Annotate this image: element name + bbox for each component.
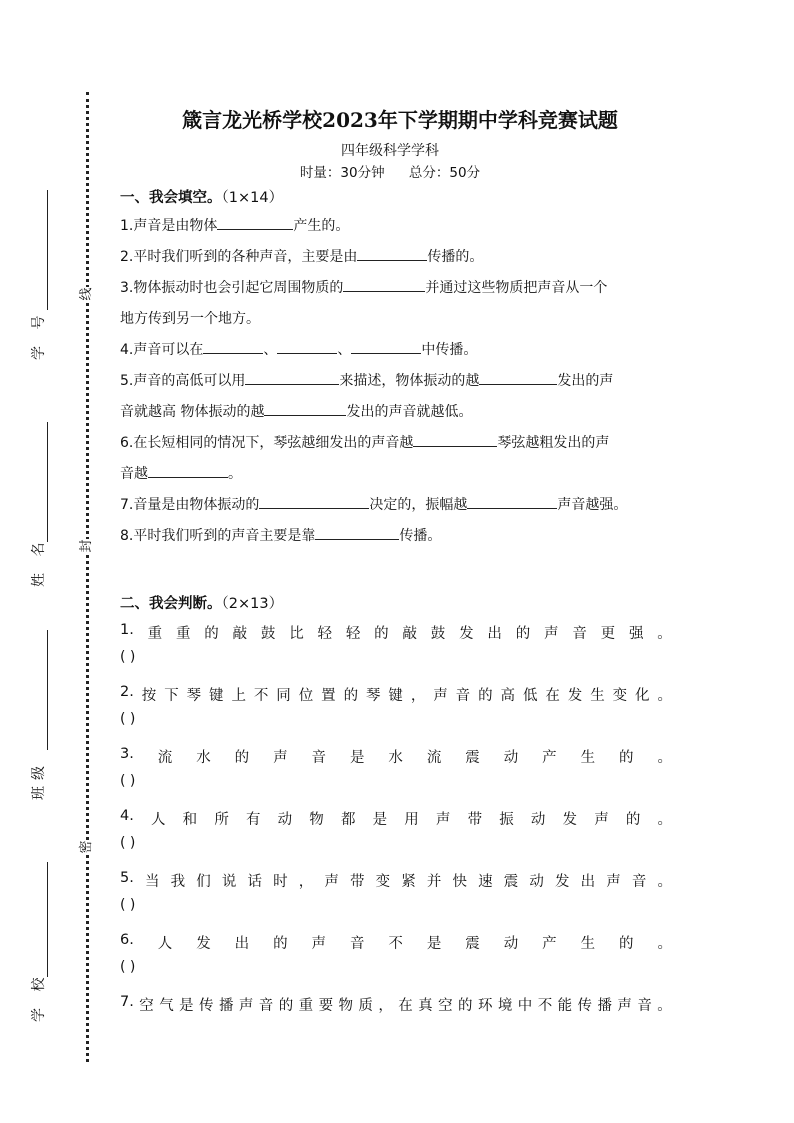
q7-blank-1[interactable] [259,494,369,509]
judge-answer-6[interactable]: ( ) [120,959,136,975]
judge-text-3: 3. 流 水 的 声 音 是 水 流 震 动 产 生 的 。 [120,746,672,766]
q6-blank-1[interactable] [413,432,497,447]
judge-text-1: 1. 重 重 的 敲 鼓 比 轻 轻 的 敲 鼓 发 出 的 声 音 更 强 。 [120,622,672,642]
q8-text-b: 传播。 [399,528,442,544]
class-line[interactable] [47,630,48,750]
section1-title: 一、我会填空。 [120,190,222,206]
q3-blank[interactable] [343,277,425,292]
q7-text-a: 7.音量是由物体振动的 [120,497,260,513]
q2-text-b: 传播的。 [427,249,484,265]
q6-text-a: 6.在长短相同的情况下，琴弦越细发出的声音越 [120,435,414,451]
q5-blank-3[interactable] [264,401,346,416]
q1-text-a: 1.声音是由物体 [120,218,218,234]
judge-answer-1[interactable]: ( ) [120,649,136,665]
q5-blank-1[interactable] [245,370,339,385]
q7-text-c: 声音越强。 [557,497,628,513]
fill-question-7 [120,490,680,521]
exam-subtitle: 四年级科学学科 [341,143,439,159]
name-line[interactable] [47,422,48,542]
school-label: 学 校 [31,971,47,1022]
judge-text-5: 5. 当 我 们 说 话 时 ， 声 带 变 紧 并 快 速 震 动 发 出 声 音 。 [120,870,672,890]
judge-text-2: 2. 按 下 琴 键 上 不 同 位 置 的 琴 键 ， 声 音 的 高 低 在 发 生 变 化 。 [120,684,672,704]
q8-blank[interactable] [315,525,399,540]
q5-text-b: 来描述，物体振动的越 [339,373,480,389]
q4-text-a: 4.声音可以在 [120,342,204,358]
q5-text-e: 发出的声音就越低。 [346,404,473,420]
judge-item-7 [120,994,672,1015]
q7-text-b: 决定的，振幅越 [369,497,468,513]
seal-char-xian: 线 [79,287,94,301]
name-label: 姓 名 [31,536,47,587]
q4-sep-2: 、 [337,342,352,358]
fill-question-2 [120,242,680,273]
q4-blank-3[interactable] [351,339,421,354]
q5-text-c: 发出的声 [557,373,614,389]
q3-text-a: 3.物体振动时也会引起它周围物质的 [120,280,344,296]
section1-score: （1×14） [221,190,284,206]
judge-answer-5[interactable]: ( ) [120,897,136,913]
fill-question-6 [120,428,680,490]
section1-heading [120,186,283,207]
student-id-label: 学 号 [31,309,47,360]
q5-text-a: 5.声音的高低可以用 [120,373,246,389]
section2-score: （2×13） [221,596,284,612]
q3-text-b: 并通过这些物质把声音从一个 [425,280,608,296]
q1-text-b: 产生的。 [293,218,350,234]
q7-blank-2[interactable] [467,494,557,509]
fill-question-1 [120,211,680,242]
q2-text-a: 2.平时我们听到的各种声音，主要是由 [120,249,358,265]
q3-text-c: 地方传到另一个地方。 [120,311,260,327]
binding-dotted-line [86,92,89,1062]
q5-text-d: 音就越高 物体振动的越 [120,404,265,420]
q4-blank-1[interactable] [203,339,263,354]
judge-item-2 [120,684,672,727]
judge-item-4 [120,808,672,851]
q5-blank-2[interactable] [479,370,557,385]
seal-char-feng: 封 [79,539,94,553]
judge-item-1 [120,622,672,665]
q4-sep-1: 、 [263,342,278,358]
q6-text-b: 琴弦越粗发出的声 [497,435,610,451]
fill-question-4 [120,335,680,366]
class-label: 班级 [31,760,47,800]
judge-item-5 [120,870,672,913]
student-id-line[interactable] [47,190,48,310]
fill-question-5 [120,366,680,428]
section2-title: 二、我会判断。 [120,596,222,612]
q6-text-d: 。 [228,466,242,482]
judge-text-7: 7. 空 气 是 传 播 声 音 的 重 要 物 质 ， 在 真 空 的 环 境 中 不 能 传 播 声 音 。 [120,994,672,1014]
fill-question-3 [120,273,680,335]
section2-heading [120,592,283,613]
q4-text-b: 中传播。 [421,342,478,358]
judge-item-3 [120,746,672,789]
exam-time: 时量：30分钟 [299,165,385,181]
q2-blank[interactable] [357,246,427,261]
q4-blank-2[interactable] [277,339,337,354]
exam-meta [120,161,660,181]
judge-answer-3[interactable]: ( ) [120,773,136,789]
judge-text-6: 6. 人 发 出 的 声 音 不 是 震 动 产 生 的 。 [120,932,672,952]
judge-answer-2[interactable]: ( ) [120,711,136,727]
fill-question-8 [120,521,680,552]
judge-item-6 [120,932,672,975]
exam-score: 总分：50分 [408,165,481,181]
seal-char-mi: 密 [79,840,94,854]
judge-text-4: 4. 人 和 所 有 动 物 都 是 用 声 带 振 动 发 声 的 。 [120,808,672,828]
q8-text-a: 8.平时我们听到的声音主要是靠 [120,528,316,544]
q6-text-c: 音越 [120,466,148,482]
q6-blank-2[interactable] [148,463,228,478]
exam-title: 箴言龙光桥学校2023年下学期期中学科竞赛试题 [182,108,618,132]
school-line[interactable] [47,862,48,977]
q1-blank[interactable] [217,215,293,230]
judge-answer-4[interactable]: ( ) [120,835,136,851]
